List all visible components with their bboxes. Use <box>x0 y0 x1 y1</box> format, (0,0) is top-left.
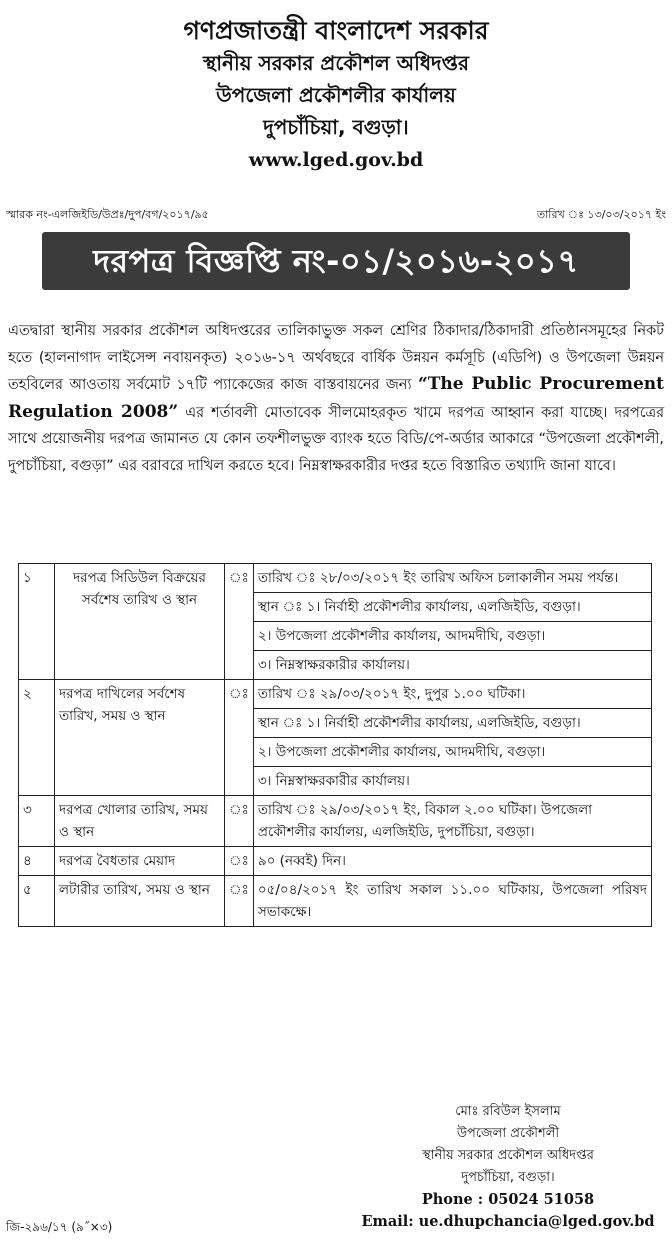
opening-date: তারিখ ঃ ২৯/০৩/২০১৭ ইং, বিকাল ২.০০ ঘটিকা। উপজেলা প্রকৌশলীর কার্যালয়, এলজিইডি, দুপচাঁচিয়া, বগুড়া। <box>253 796 651 847</box>
serial-number: ২ <box>19 680 55 796</box>
serial-number: ৪ <box>19 847 55 876</box>
signature-block <box>358 1101 658 1233</box>
row-label: দরপত্র দাখিলের সর্বশেষ তারিখ, সময় ও স্থান <box>55 680 225 796</box>
row-label: দরপত্র খোলার তারিখ, সময় ও স্থান <box>55 796 225 847</box>
serial-number: ১ <box>19 564 55 680</box>
table-row <box>19 847 652 876</box>
intro-text-part1: এতদ্বারা স্থানীয় সরকার প্রকৌশল অধিদপ্তরের তালিকাভুক্ত সকল শ্রেণির ঠিকাদার/ঠিকাদারী প্রতিষ্ঠানসমূহের নিকট হতে (হালনাগাদ লাইসেন্স নবায়নকৃত) ২০১৬-১৭ অর্থবছরে বার্ষিক উন্নয়ন কর্মসূচি (এডিপি) ও উপজেলা উন্নয়ন তহবিলের আওতায় সর্বমোট ১৭টি প্যাকেজের কাজ বাস্তবায়নের জন্য <box>8 323 664 394</box>
row-label: দরপত্র সিডিউল বিক্রয়ের সর্বশেষ তারিখ ও স্থান <box>55 564 225 680</box>
footer-reference: জি-২৯৬/১৭ (৯˝×৩) <box>6 1220 113 1234</box>
table-row <box>19 564 652 593</box>
signatory-location: দুপচাঁচিয়া, বগুড়া। <box>461 1170 555 1185</box>
colon-separator: ঃ <box>225 564 254 680</box>
phone-number: Phone : 05024 51058 <box>421 1191 595 1208</box>
government-name: গণপ্রজাতন্ত্রী বাংলাদেশ সরকার <box>183 16 489 45</box>
place-item: ২। উপজেলা প্রকৌশলীর কার্যালয়, আদমদীঘি, বগুড়া। <box>253 622 651 651</box>
place-item: স্থান ঃ ১। নির্বাহী প্রকৌশলীর কার্যালয়, এলজিইডি, বগুড়া। <box>253 593 651 622</box>
place-item: স্থান ঃ ১। নির্বাহী প্রকৌশলীর কার্যালয়, এলজিইডি, বগুড়া। <box>253 709 651 738</box>
validity-period: ৯০ (নব্বই) দিন। <box>253 847 651 876</box>
table-row <box>19 680 652 709</box>
colon-separator: ঃ <box>225 876 254 927</box>
row-label: লটারীর তারিখ, সময় ও স্থান <box>55 876 225 927</box>
colon-separator: ঃ <box>225 680 254 796</box>
memo-reference: স্মারক নং-এলজিইডি/উপ্রঃ/দুপ/বগ/২০১৭/৯৫ <box>6 208 209 221</box>
memo-date: তারিখ ঃ ১৩/০৩/২০১৭ ইং <box>536 208 666 221</box>
notice-title-banner: দরপত্র বিজ্ঞপ্তি নং-০১/২০১৬-২০১৭ <box>42 232 630 290</box>
email-link[interactable]: Email: ue.dhupchancia@lged.gov.bd <box>361 1213 655 1230</box>
intro-text-part2: এর শর্তাবলী মোতাবেক সীলমোহরকৃত খামে দরপত্র আহ্বান করা যাচ্ছে। দরপত্রের সাথে প্রয়োজনীয় দরপত্র জামানত যে কোন তফশীলভুক্ত ব্যাংক হতে বিডি/পে-অর্ডার আকারে “উপজেলা প্রকৌশলী, দুপচাঁচিয়া, বগুড়া” এর বরাবরে দাখিল করতে হবে। নিম্নস্বাক্ষরকারীর দপ্তর হতে বিস্তারিত তথ্যাদি জানা যাবে। <box>8 404 664 474</box>
signatory-name: মোঃ রবিউল ইসলাম <box>455 1104 561 1119</box>
signatory-department: স্থানীয় সরকার প্রকৌশল অধিদপ্তর <box>422 1148 594 1163</box>
serial-number: ৫ <box>19 876 55 927</box>
submission-date: তারিখ ঃ ২৯/০৩/২০১৭ ইং, দুপুর ১.০০ ঘটিকা। <box>253 680 651 709</box>
lottery-date: ০৫/০৪/২০১৭ ইং তারিখ সকাল ১১.০০ ঘটিকায়, উপজেলা পরিষদ সভাকক্ষে। <box>253 876 651 927</box>
department-name: স্থানীয় সরকার প্রকৌশল অধিদপ্তর <box>203 51 469 75</box>
colon-separator: ঃ <box>225 796 254 847</box>
intro-paragraph <box>8 318 664 480</box>
office-name: উপজেলা প্রকৌশলীর কার্যালয় <box>216 83 456 107</box>
signatory-designation: উপজেলা প্রকৌশলী <box>456 1126 560 1141</box>
table-row <box>19 876 652 927</box>
regulation-title: “The Public Procurement Regulation 2008” <box>8 374 664 422</box>
memo-line <box>6 206 666 224</box>
serial-number: ৩ <box>19 796 55 847</box>
row-label: দরপত্র বৈধতার মেয়াদ <box>55 847 225 876</box>
table-row <box>19 796 652 847</box>
place-item: ৩। নিম্নস্বাক্ষরকারীর কার্যালয়। <box>253 651 651 680</box>
place-item: ৩। নিম্নস্বাক্ষরকারীর কার্যালয়। <box>253 767 651 796</box>
tender-info-table <box>18 563 652 927</box>
letterhead <box>0 0 672 177</box>
website-link[interactable]: www.lged.gov.bd <box>248 149 424 171</box>
place-item: ২। উপজেলা প্রকৌশলীর কার্যালয়, আদমদীঘি, বগুড়া। <box>253 738 651 767</box>
schedule-sale-date: তারিখ ঃ ২৮/০৩/২০১৭ ইং তারিখ অফিস চলাকালীন সময় পর্যন্ত। <box>253 564 651 593</box>
office-location: দুপচাঁচিয়া, বগুড়া। <box>263 115 409 139</box>
colon-separator: ঃ <box>225 847 254 876</box>
